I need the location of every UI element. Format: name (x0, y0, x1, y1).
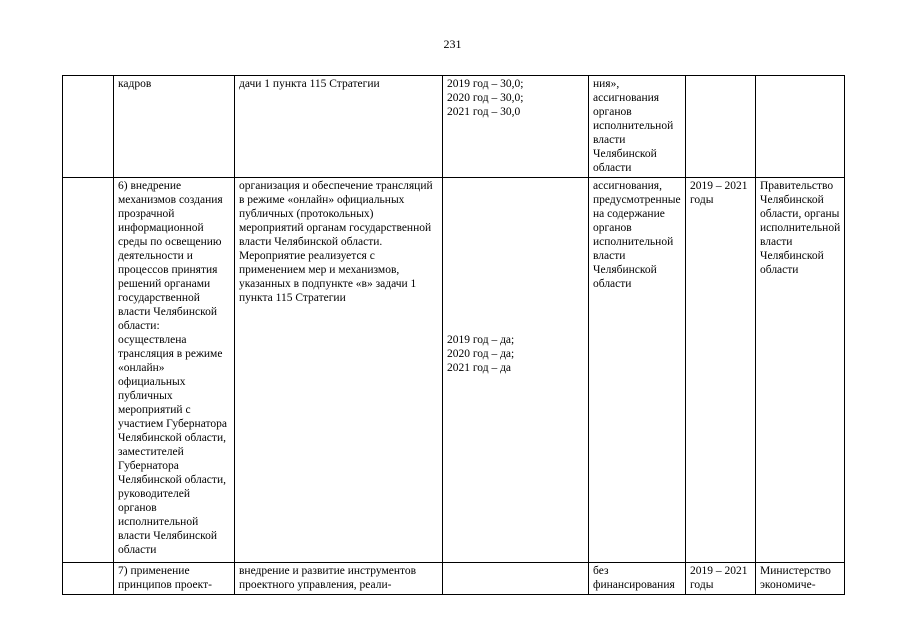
task-cell: 7) применение принципов проект- (114, 563, 235, 595)
executor-cell: Министерство экономиче- (756, 563, 845, 595)
table-row (63, 76, 845, 178)
task-cell: 6) внедрение механизмов создания прозрачной информационной среды по освещению деятельности и процессов принятия решений органами государственной власти Челябинской области: осуществлена трансляция в режиме «онлайн» официальных публичных мероприятий с участием Губернатора Челябинской области, заместителей Губернатора Челябинской области, руководителей органов исполнительной власти Челябинской области (114, 178, 235, 563)
indicators-cell: 2019 год – 30,0; 2020 год – 30,0; 2021 год – 30,0 (443, 76, 589, 178)
indicators-cell (443, 563, 589, 595)
number-cell (63, 178, 114, 563)
content-cell (235, 178, 443, 563)
content-paragraph: дачи 1 пункта 115 Стратегии (239, 78, 380, 90)
content-paragraph: организация и обеспечение трансляций в режиме «онлайн» официальных публичных (протокольных) мероприятий органам государственной власти Челябинской области. (239, 180, 433, 248)
table-row (63, 563, 845, 595)
financing-cell: без финансирования (589, 563, 686, 595)
executor-cell (756, 76, 845, 178)
executor-cell: Правительство Челябинской области, органы исполнительной власти Челябинской области (756, 178, 845, 563)
number-cell (63, 76, 114, 178)
task-cell: кадров (114, 76, 235, 178)
financing-cell: ния», ассигнования органов исполнительной власти Челябинской области (589, 76, 686, 178)
number-cell (63, 563, 114, 595)
content-cell (235, 76, 443, 178)
indicators-cell (443, 178, 589, 563)
table-row (63, 178, 845, 563)
period-cell: 2019 – 2021 годы (686, 563, 756, 595)
period-cell (686, 76, 756, 178)
spacer (447, 179, 584, 333)
content-paragraph: внедрение и развитие инструментов проектного управления, реали- (239, 565, 417, 591)
content-cell (235, 563, 443, 595)
page-number: 231 (443, 37, 462, 51)
financing-cell: ассигнования, предусмотренные на содержание органов исполнительной власти Челябинской области (589, 178, 686, 563)
measures-table (62, 75, 845, 595)
indicators-text: 2019 год – да; 2020 год – да; 2021 год – да (447, 334, 515, 374)
period-cell: 2019 – 2021 годы (686, 178, 756, 563)
content-paragraph: Мероприятие реализуется с применением мер и механизмов, указанных в подпункте «в» задачи 1 пункта 115 Стратегии (239, 250, 417, 304)
